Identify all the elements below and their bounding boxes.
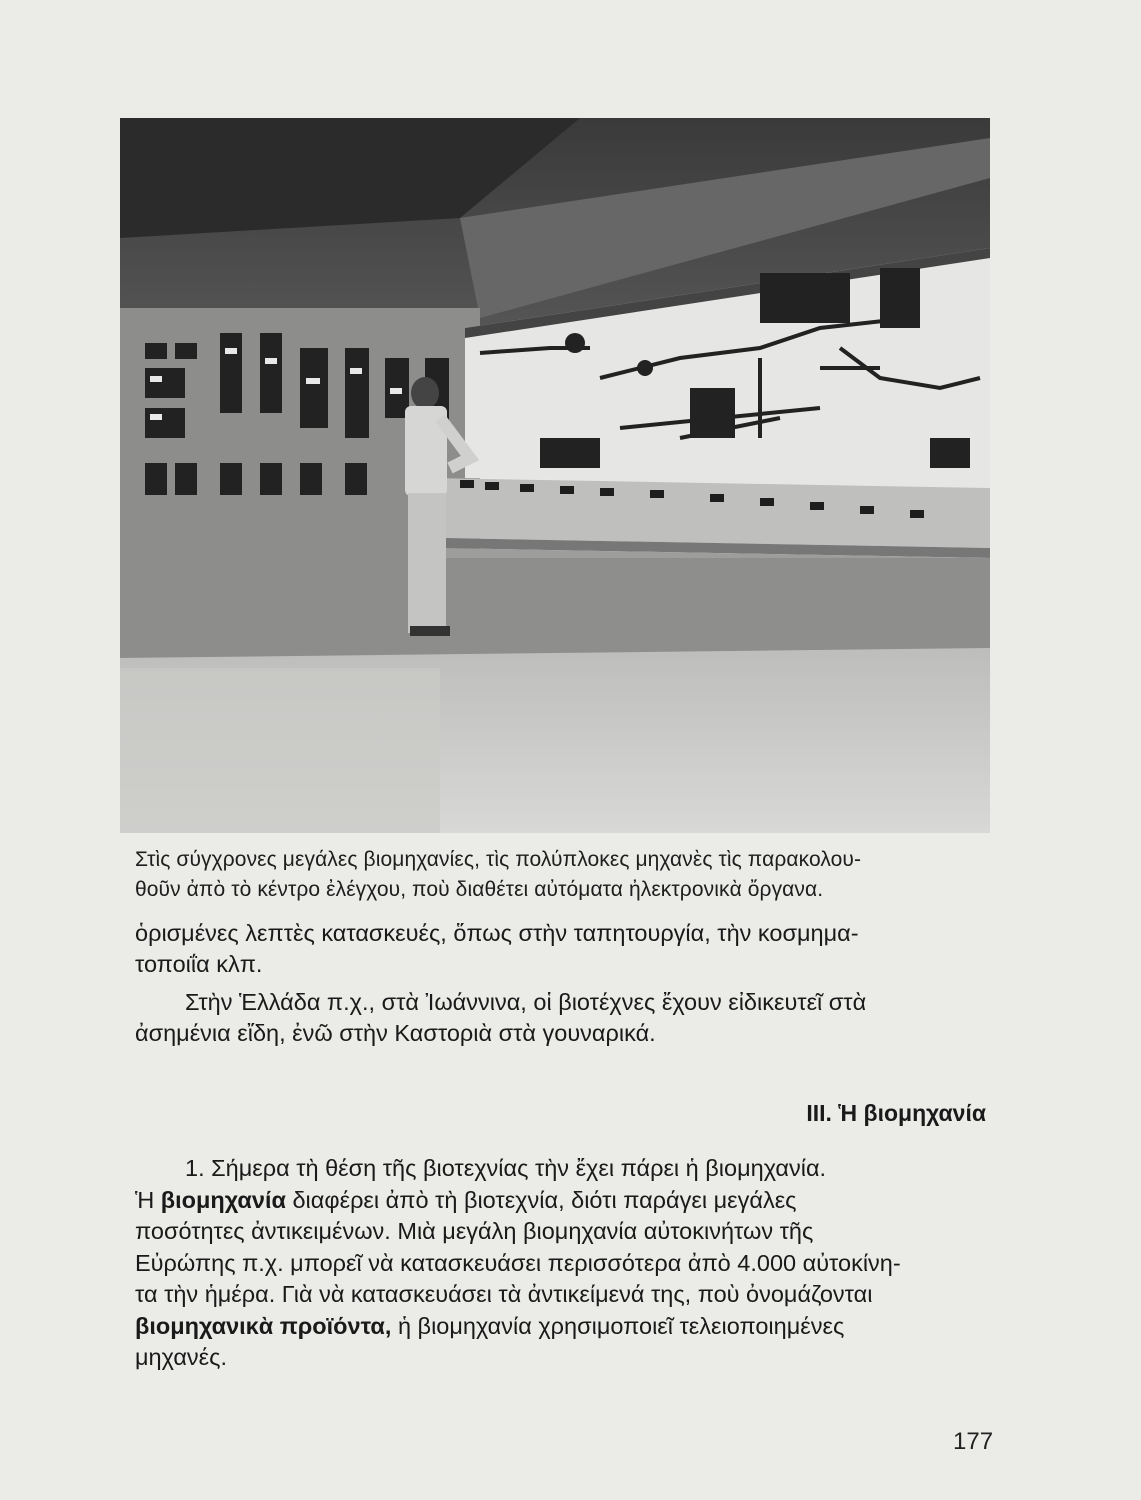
text-line: Στὴν Ἑλλάδα π.χ., στὰ Ἰωάννινα, οἱ βιοτέχνες ἔχουν εἰδικευτεῖ στὰ: [185, 989, 867, 1015]
text-line: ἀσημένια εἴδη, ἐνῶ στὴν Καστοριὰ στὰ γουναρικά.: [135, 1020, 656, 1046]
text-line: Εὐρώπης π.χ. μπορεῖ νὰ κατασκευάσει περισσότερα ἀπὸ 4.000 αὐτοκίνη-: [135, 1249, 901, 1276]
text-span: Ἡ: [135, 1186, 161, 1213]
text-span: ἡ βιομηχανία χρησιμοποιεῖ τελειοποιημένες: [391, 1312, 845, 1339]
section-heading: ΙΙΙ. Ἡ βιομηχανία: [806, 1100, 986, 1126]
paragraph-1: [135, 918, 987, 980]
text-line: μηχανές.: [135, 1344, 227, 1370]
paragraph-2: [135, 987, 987, 1049]
caption-line: θοῦν ἀπὸ τὸ κέντρο ἐλέγχου, ποὺ διαθέτει αὐτόματα ἠλεκτρονικὰ ὄργανα.: [135, 878, 824, 901]
text-line: τα τὴν ἡμέρα. Γιὰ νὰ κατασκευάσει τὰ ἀντικείμενά της, ποὺ ὀνομάζονται: [135, 1281, 873, 1307]
text-span: διαφέρει ἀπὸ τὴ βιοτεχνία, διότι παράγει μεγάλες: [285, 1186, 797, 1213]
term-bold: βιομηχανικὰ προϊόντα,: [135, 1312, 392, 1339]
paragraph-3: [135, 1153, 987, 1374]
page-number: 177: [953, 1428, 994, 1455]
text-line: [135, 1185, 987, 1217]
control-room-photo-icon: [120, 118, 990, 833]
term-bold: βιομηχανία: [160, 1186, 286, 1213]
text-line: [135, 1311, 987, 1343]
text-line: ποσότητες ἀντικειμένων. Μιὰ μεγάλη βιομηχανία αὐτοκινήτων τῆς: [135, 1218, 814, 1244]
text-line: ὁρισμένες λεπτὲς κατασκευές, ὅπως στὴν ταπητουργία, τὴν κοσμημα-: [135, 920, 859, 946]
text-line: τοποιΐα κλπ.: [135, 951, 263, 977]
photo-caption: [135, 845, 995, 905]
caption-line: Στὶς σύγχρονες μεγάλες βιομηχανίες, τὶς πολύπλοκες μηχανὲς τὶς παρακολου-: [135, 848, 862, 871]
control-room-photo: [120, 118, 990, 833]
text-line: 1. Σήμερα τὴ θέση τῆς βιοτεχνίας τὴν ἔχει πάρει ἡ βιομηχανία.: [185, 1155, 827, 1181]
